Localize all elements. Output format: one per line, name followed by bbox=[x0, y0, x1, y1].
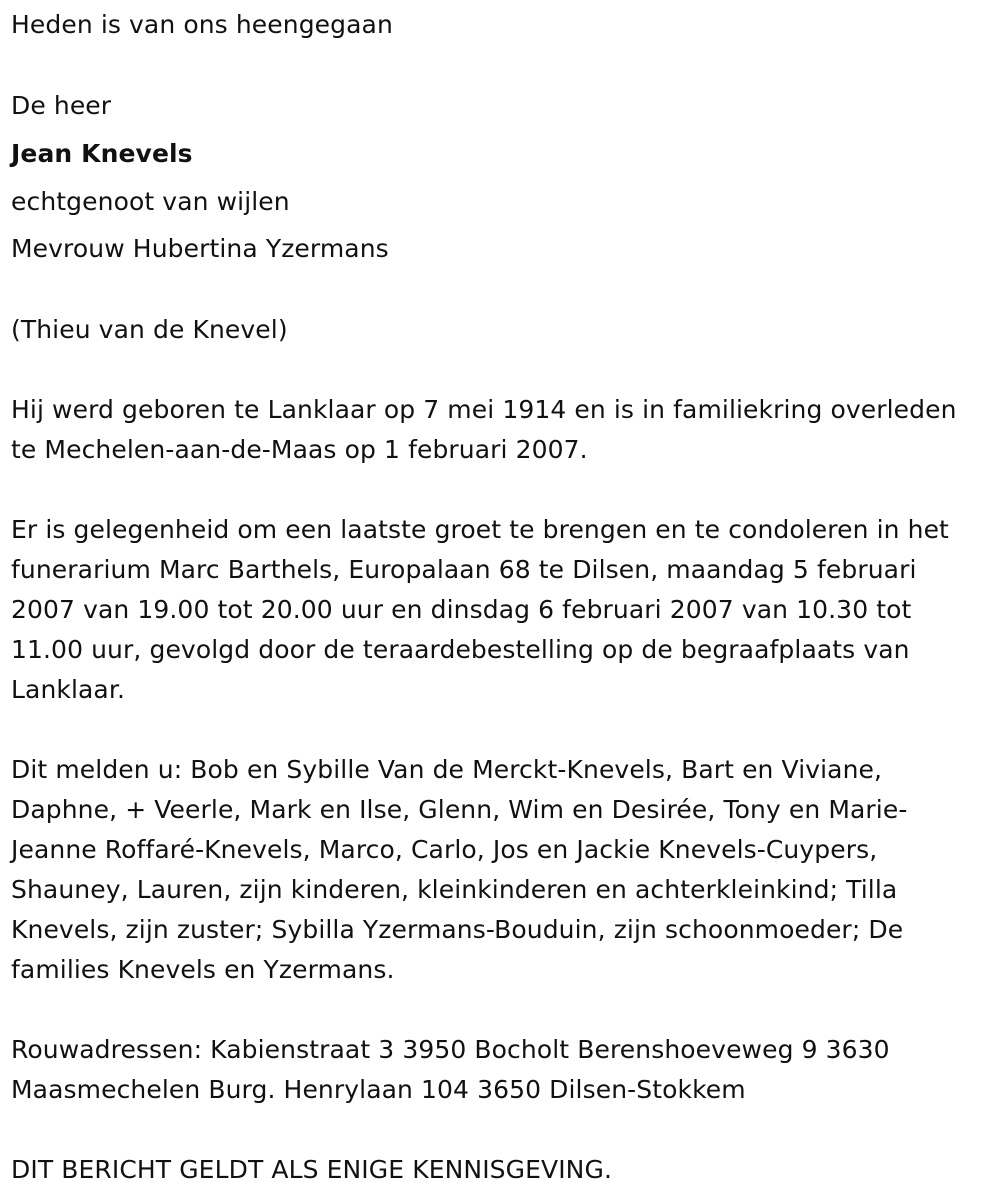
family-paragraph: Dit melden u: Bob en Sybille Van de Merckt-Knevels, Bart en Viviane, Daphne, + Veerle, Mark en Ilse, Glenn, Wim en Desirée, Tony en Marie-Jeanne Roffaré-Knevels, Marco, Carlo, Jos en Jackie Knevels-Cuypers, Shauney, Lauren, zijn kinderen, kleinkinderen en achterkleinkind; Tilla Knevels, zijn zuster; Sybilla Yzermans-Bouduin, zijn schoonmoeder; De families Knevels en Yzermans. bbox=[11, 755, 908, 984]
intro-line: Heden is van ons heengegaan bbox=[11, 10, 393, 39]
nickname: (Thieu van de Knevel) bbox=[11, 315, 288, 344]
visitation-paragraph: Er is gelegenheid om een laatste groet te brengen en te condoleren in het funerarium Marc Barthels, Europalaan 68 te Dilsen, maandag 5 februari 2007 van 19.00 tot 20.00 uur en dinsdag 6 februari 2007 van 10.30 tot 11.00 uur, gevolgd door de teraardebestelling op de begraafplaats van Lanklaar. bbox=[11, 515, 949, 704]
closing-line: DIT BERICHT GELDT ALS ENIGE KENNISGEVING. bbox=[11, 1155, 612, 1184]
salutation: De heer bbox=[11, 91, 112, 120]
addresses-paragraph: Rouwadressen: Kabienstraat 3 3950 Bocholt Berenshoeveweg 9 3630 Maasmechelen Burg. Henrylaan 104 3650 Dilsen-Stokkem bbox=[11, 1035, 890, 1104]
deceased-name: Jean Knevels bbox=[11, 139, 193, 168]
birth-death-paragraph: Hij werd geboren te Lanklaar op 7 mei 1914 en is in familiekring overleden te Mechelen-aan-de-Maas op 1 februari 2007. bbox=[11, 395, 957, 464]
spouse-name: Mevrouw Hubertina Yzermans bbox=[11, 234, 389, 263]
relation-line: echtgenoot van wijlen bbox=[11, 187, 290, 216]
